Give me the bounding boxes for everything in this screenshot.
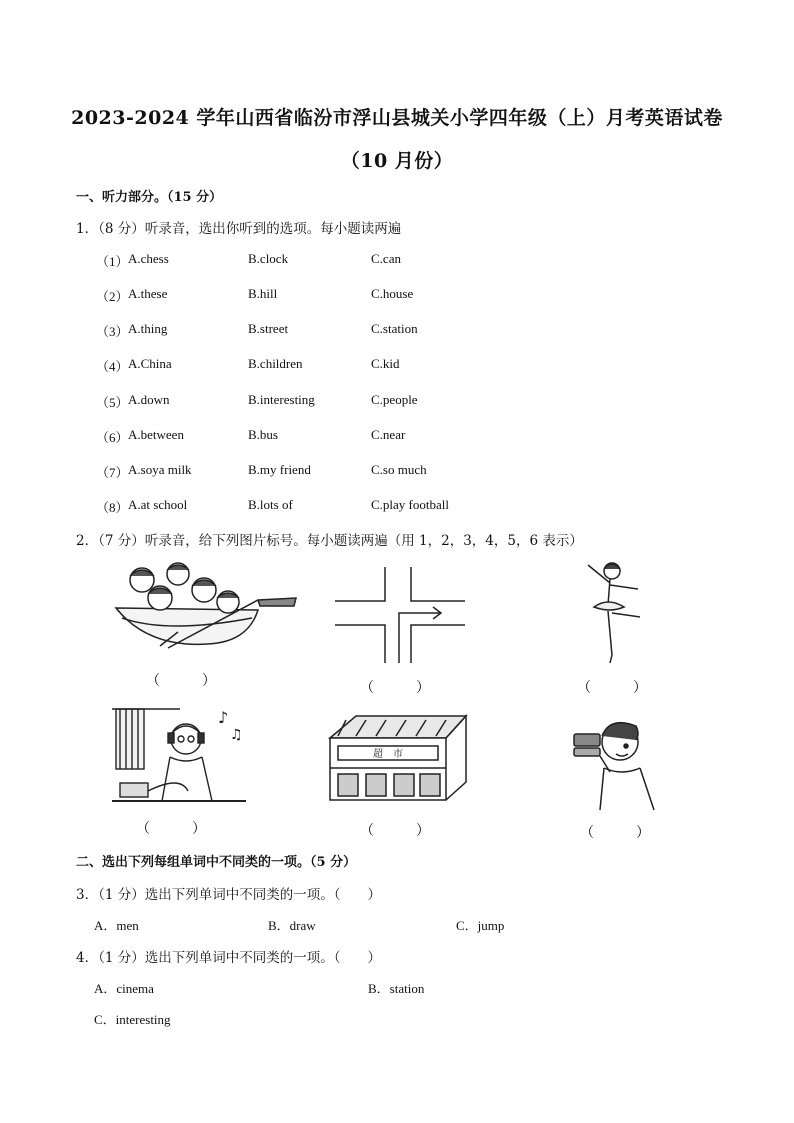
section-odd-one-out-heading: 二、选出下列每组单词中不同类的一项。（5 分） bbox=[76, 855, 357, 870]
section-listening-heading: 一、听力部分。（15 分） bbox=[76, 190, 223, 205]
option-b: B.clock bbox=[248, 251, 289, 266]
row-number: （5） bbox=[96, 395, 129, 410]
option-a: A.thing bbox=[128, 321, 168, 336]
option-c: C.play football bbox=[371, 497, 449, 512]
answer-blank[interactable]: （ ） bbox=[146, 673, 216, 689]
q4-option-a[interactable]: A．cinema bbox=[94, 981, 154, 996]
option-a: A.soya milk bbox=[128, 462, 192, 477]
answer-blank[interactable]: （ ） bbox=[360, 680, 430, 696]
option-a: A.down bbox=[128, 392, 170, 407]
option-c: C.station bbox=[371, 321, 418, 336]
option-a: A.chess bbox=[128, 251, 169, 266]
option-a: A.at school bbox=[128, 497, 188, 512]
svg-text:♪: ♪ bbox=[218, 708, 229, 727]
option-b: B.interesting bbox=[248, 392, 315, 407]
q3-option-c[interactable]: C．jump bbox=[456, 918, 505, 933]
option-c: C.can bbox=[371, 251, 401, 266]
ballet-dancer-icon bbox=[568, 555, 654, 667]
option-c: C.so much bbox=[371, 462, 427, 477]
option-b: B.hill bbox=[248, 286, 278, 301]
option-c: C.kid bbox=[371, 356, 400, 371]
row-number: （2） bbox=[96, 289, 129, 304]
answer-blank[interactable]: （ ） bbox=[136, 821, 206, 837]
option-c: C.near bbox=[371, 427, 406, 442]
option-b: B.street bbox=[248, 321, 289, 336]
page-subtitle: （10 月份） bbox=[340, 150, 454, 172]
row-number: （3） bbox=[96, 324, 129, 339]
option-c: C.house bbox=[371, 286, 414, 301]
option-b: B.children bbox=[248, 356, 303, 371]
question-1-stem: 1．（8 分）听录音，选出你听到的选项。每小题读两遍 bbox=[76, 221, 402, 237]
row-number: （1） bbox=[96, 254, 129, 269]
q3-option-a[interactable]: A．men bbox=[94, 918, 139, 933]
question-3-stem: 3．（1 分）选出下列单词中不同类的一项。（ ） bbox=[76, 887, 381, 903]
row-number: （8） bbox=[96, 500, 129, 515]
music-listener-icon bbox=[110, 705, 248, 808]
page-title: 2023-2024 学年山西省临汾市浮山县城关小学四年级（上）月考英语试卷 bbox=[71, 107, 723, 129]
q4-option-c[interactable]: C．interesting bbox=[94, 1012, 171, 1027]
option-a: A.these bbox=[128, 286, 168, 301]
row-number: （7） bbox=[96, 465, 129, 480]
crossroad-arrow-icon bbox=[333, 565, 467, 665]
q4-option-b[interactable]: B．station bbox=[368, 981, 425, 996]
option-a: A.between bbox=[128, 427, 184, 442]
row-number: （6） bbox=[96, 430, 129, 445]
q3-option-b[interactable]: B．draw bbox=[268, 918, 316, 933]
option-b: B.lots of bbox=[248, 497, 293, 512]
supermarket-icon bbox=[326, 712, 471, 802]
answer-blank[interactable]: （ ） bbox=[360, 823, 430, 839]
option-a: A.China bbox=[128, 356, 172, 371]
supermarket-sign: 超 市 bbox=[373, 749, 403, 760]
svg-text:♫: ♫ bbox=[230, 727, 243, 743]
option-c: C.people bbox=[371, 392, 418, 407]
question-2-stem: 2．（7 分）听录音，给下列图片标号。每小题读两遍（用 1，2，3，4，5，6 表示） bbox=[76, 533, 583, 549]
answer-blank[interactable]: （ ） bbox=[577, 680, 647, 696]
row-number: （4） bbox=[96, 359, 129, 374]
binocular-boy-icon bbox=[570, 712, 662, 812]
question-4-stem: 4．（1 分）选出下列单词中不同类的一项。（ ） bbox=[76, 950, 381, 966]
boat-children-icon bbox=[108, 560, 298, 652]
answer-blank[interactable]: （ ） bbox=[580, 825, 650, 841]
option-b: B.my friend bbox=[248, 462, 311, 477]
option-b: B.bus bbox=[248, 427, 278, 442]
